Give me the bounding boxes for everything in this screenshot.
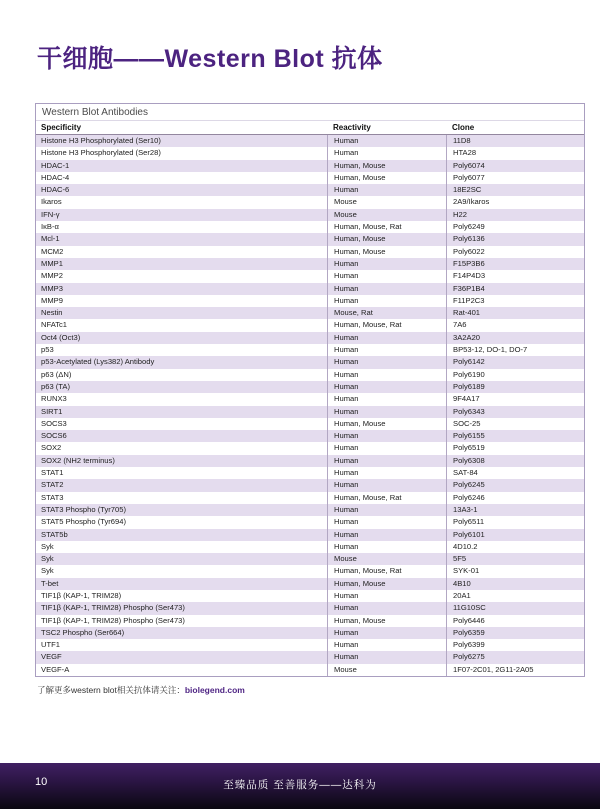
table-row: [36, 590, 584, 602]
cell-reactivity: Mouse: [327, 664, 446, 676]
cell-specificity: p63 (ΔN): [41, 369, 72, 379]
cell-clone: 20A1: [446, 590, 584, 602]
cell-specificity: Oct4 (Oct3): [41, 332, 81, 342]
cell-reactivity: Human: [327, 651, 446, 663]
table-row: [36, 369, 584, 381]
footnote-text: 了解更多western blot相关抗体请关注：: [37, 685, 185, 695]
table-row: [36, 467, 584, 479]
cell-clone: 13A3-1: [446, 504, 584, 516]
cell-specificity: MCM2: [41, 246, 64, 256]
table-row: [36, 639, 584, 651]
table-title: Western Blot Antibodies: [36, 104, 584, 121]
table-row: [36, 565, 584, 577]
cell-specificity: RUNX3: [41, 394, 67, 404]
column-header-clone: Clone: [452, 123, 475, 132]
cell-clone: Rat-401: [446, 307, 584, 319]
cell-reactivity: Human: [327, 184, 446, 196]
cell-clone: Poly6190: [446, 369, 584, 381]
cell-reactivity: Human: [327, 270, 446, 282]
cell-reactivity: Human: [327, 393, 446, 405]
cell-clone: SYK-01: [446, 565, 584, 577]
cell-clone: 4D10.2: [446, 541, 584, 553]
cell-clone: H22: [446, 209, 584, 221]
cell-reactivity: Human: [327, 529, 446, 541]
footnote: [37, 684, 245, 696]
cell-specificity: p53: [41, 345, 54, 355]
cell-clone: 11D8: [446, 135, 584, 147]
cell-clone: F11P2C3: [446, 295, 584, 307]
cell-reactivity: Human: [327, 356, 446, 368]
table-row: [36, 319, 584, 331]
cell-specificity: MMP3: [41, 283, 63, 293]
table-row: [36, 418, 584, 430]
table-row: [36, 393, 584, 405]
cell-specificity: SOX2 (NH2 terminus): [41, 455, 115, 465]
cell-specificity: SOCS3: [41, 418, 67, 428]
cell-clone: Poly6155: [446, 430, 584, 442]
cell-specificity: MMP9: [41, 295, 63, 305]
cell-reactivity: Human, Mouse, Rat: [327, 565, 446, 577]
cell-clone: SAT-84: [446, 467, 584, 479]
cell-clone: Poly6074: [446, 160, 584, 172]
cell-clone: Poly6077: [446, 172, 584, 184]
cell-clone: Poly6022: [446, 246, 584, 258]
table-row: [36, 651, 584, 663]
table-row: [36, 184, 584, 196]
cell-reactivity: Human: [327, 602, 446, 614]
cell-reactivity: Human: [327, 430, 446, 442]
column-header-specificity: Specificity: [41, 123, 82, 132]
cell-reactivity: Human: [327, 258, 446, 270]
cell-specificity: TIF1β (KAP-1, TRIM28): [41, 590, 122, 600]
cell-reactivity: Human: [327, 627, 446, 639]
cell-specificity: STAT5b: [41, 529, 68, 539]
cell-clone: Poly6275: [446, 651, 584, 663]
cell-specificity: HDAC-1: [41, 160, 70, 170]
cell-clone: 1F07-2C01, 2G11-2A05: [446, 664, 584, 676]
cell-reactivity: Human, Mouse: [327, 246, 446, 258]
cell-reactivity: Human, Mouse: [327, 615, 446, 627]
cell-specificity: MMP2: [41, 271, 63, 281]
table-row: [36, 147, 584, 159]
cell-clone: Poly6359: [446, 627, 584, 639]
cell-reactivity: Human: [327, 504, 446, 516]
cell-specificity: Syk: [41, 566, 54, 576]
cell-specificity: NFATc1: [41, 320, 68, 330]
table-row: [36, 381, 584, 393]
page-number: 10: [35, 776, 48, 788]
table-row: [36, 492, 584, 504]
cell-reactivity: Human, Mouse, Rat: [327, 221, 446, 233]
cell-reactivity: Mouse: [327, 209, 446, 221]
cell-specificity: STAT5 Phospho (Tyr694): [41, 517, 126, 527]
cell-specificity: STAT2: [41, 480, 64, 490]
cell-reactivity: Human, Mouse: [327, 172, 446, 184]
table-row: [36, 295, 584, 307]
table-row: [36, 479, 584, 491]
table-row: [36, 553, 584, 565]
table-row: [36, 307, 584, 319]
cell-specificity: IFN-γ: [41, 209, 60, 219]
table-row: [36, 504, 584, 516]
cell-clone: 4B10: [446, 578, 584, 590]
table-row: [36, 209, 584, 221]
cell-specificity: p63 (TA): [41, 381, 70, 391]
cell-reactivity: Human: [327, 442, 446, 454]
table-row: [36, 160, 584, 172]
cell-clone: Poly6142: [446, 356, 584, 368]
cell-clone: Poly6308: [446, 455, 584, 467]
cell-specificity: STAT3 Phospho (Tyr705): [41, 504, 126, 514]
cell-specificity: IκB-α: [41, 222, 59, 232]
cell-specificity: Nestin: [41, 308, 63, 318]
cell-reactivity: Mouse, Rat: [327, 307, 446, 319]
table-row: [36, 615, 584, 627]
cell-clone: 18E2SC: [446, 184, 584, 196]
page-footer: [0, 763, 600, 809]
cell-clone: BP53-12, DO-1, DO-7: [446, 344, 584, 356]
cell-reactivity: Human: [327, 135, 446, 147]
cell-reactivity: Human: [327, 369, 446, 381]
antibody-table: [35, 103, 585, 677]
cell-specificity: VEGF-A: [41, 664, 70, 674]
cell-clone: F36P1B4: [446, 283, 584, 295]
cell-specificity: p53-Acetylated (Lys382) Antibody: [41, 357, 155, 367]
table-row: [36, 627, 584, 639]
cell-specificity: SOCS6: [41, 431, 67, 441]
cell-specificity: Syk: [41, 541, 54, 551]
table-row: [36, 664, 584, 676]
cell-specificity: T-bet: [41, 578, 59, 588]
table-row: [36, 221, 584, 233]
cell-clone: Poly6446: [446, 615, 584, 627]
cell-clone: Poly6249: [446, 221, 584, 233]
cell-clone: SOC-25: [446, 418, 584, 430]
cell-clone: Poly6101: [446, 529, 584, 541]
table-header-row: [36, 121, 584, 135]
cell-clone: Poly6136: [446, 233, 584, 245]
cell-clone: Poly6511: [446, 516, 584, 528]
cell-clone: F15P3B6: [446, 258, 584, 270]
table-row: [36, 516, 584, 528]
cell-reactivity: Human: [327, 516, 446, 528]
cell-clone: Poly6245: [446, 479, 584, 491]
table-row: [36, 602, 584, 614]
cell-reactivity: Human: [327, 479, 446, 491]
cell-clone: 7A6: [446, 319, 584, 331]
cell-specificity: Histone H3 Phosphorylated (Ser28): [41, 148, 161, 158]
cell-clone: 11G10SC: [446, 602, 584, 614]
cell-reactivity: Human: [327, 332, 446, 344]
cell-reactivity: Human: [327, 147, 446, 159]
cell-reactivity: Human, Mouse, Rat: [327, 492, 446, 504]
cell-reactivity: Human: [327, 455, 446, 467]
cell-clone: 5F5: [446, 553, 584, 565]
table-row: [36, 578, 584, 590]
cell-clone: 2A9/Ikaros: [446, 196, 584, 208]
table-row: [36, 246, 584, 258]
cell-reactivity: Mouse: [327, 553, 446, 565]
cell-specificity: Mcl-1: [41, 234, 60, 244]
table-row: [36, 332, 584, 344]
cell-specificity: UTF1: [41, 640, 60, 650]
cell-clone: Poly6343: [446, 406, 584, 418]
table-row: [36, 455, 584, 467]
cell-reactivity: Human: [327, 283, 446, 295]
cell-reactivity: Human: [327, 541, 446, 553]
cell-specificity: Syk: [41, 554, 54, 564]
cell-reactivity: Human: [327, 344, 446, 356]
cell-clone: 3A2A20: [446, 332, 584, 344]
cell-specificity: HDAC-6: [41, 185, 70, 195]
table-row: [36, 258, 584, 270]
cell-reactivity: Mouse: [327, 196, 446, 208]
cell-clone: Poly6189: [446, 381, 584, 393]
table-row: [36, 442, 584, 454]
table-row: [36, 172, 584, 184]
table-row: [36, 135, 584, 147]
cell-specificity: TSC2 Phospho (Ser664): [41, 627, 125, 637]
page-title: 干细胞——Western Blot 抗体: [37, 45, 383, 73]
table-row: [36, 270, 584, 282]
cell-reactivity: Human, Mouse: [327, 578, 446, 590]
cell-reactivity: Human: [327, 590, 446, 602]
cell-clone: 9F4A17: [446, 393, 584, 405]
cell-reactivity: Human, Mouse: [327, 418, 446, 430]
cell-specificity: Histone H3 Phosphorylated (Ser10): [41, 136, 161, 145]
cell-reactivity: Human: [327, 639, 446, 651]
table-row: [36, 406, 584, 418]
table-row: [36, 430, 584, 442]
biolegend-link[interactable]: biolegend.com: [184, 685, 245, 695]
cell-reactivity: Human: [327, 295, 446, 307]
cell-clone: HTA28: [446, 147, 584, 159]
cell-specificity: SOX2: [41, 443, 62, 453]
table-row: [36, 529, 584, 541]
table-row: [36, 233, 584, 245]
cell-reactivity: Human: [327, 467, 446, 479]
footer-slogan: 至臻品质 至善服务——达科为: [223, 779, 377, 791]
cell-clone: Poly6519: [446, 442, 584, 454]
table-body: [36, 135, 584, 676]
table-row: [36, 356, 584, 368]
cell-specificity: STAT3: [41, 492, 64, 502]
cell-reactivity: Human: [327, 381, 446, 393]
cell-specificity: MMP1: [41, 258, 63, 268]
cell-specificity: VEGF: [41, 652, 62, 662]
cell-reactivity: Human, Mouse, Rat: [327, 319, 446, 331]
table-row: [36, 283, 584, 295]
cell-reactivity: Human, Mouse: [327, 233, 446, 245]
cell-clone: Poly6399: [446, 639, 584, 651]
cell-specificity: SIRT1: [41, 406, 63, 416]
cell-clone: F14P4D3: [446, 270, 584, 282]
table-row: [36, 541, 584, 553]
cell-reactivity: Human: [327, 406, 446, 418]
table-row: [36, 196, 584, 208]
table-row: [36, 344, 584, 356]
cell-reactivity: Human, Mouse: [327, 160, 446, 172]
cell-specificity: HDAC-4: [41, 172, 70, 182]
cell-specificity: TIF1β (KAP-1, TRIM28) Phospho (Ser473): [41, 615, 185, 625]
cell-specificity: TIF1β (KAP-1, TRIM28) Phospho (Ser473): [41, 603, 185, 613]
cell-specificity: STAT1: [41, 468, 64, 478]
cell-clone: Poly6246: [446, 492, 584, 504]
column-header-reactivity: Reactivity: [333, 123, 371, 132]
cell-specificity: Ikaros: [41, 197, 62, 207]
